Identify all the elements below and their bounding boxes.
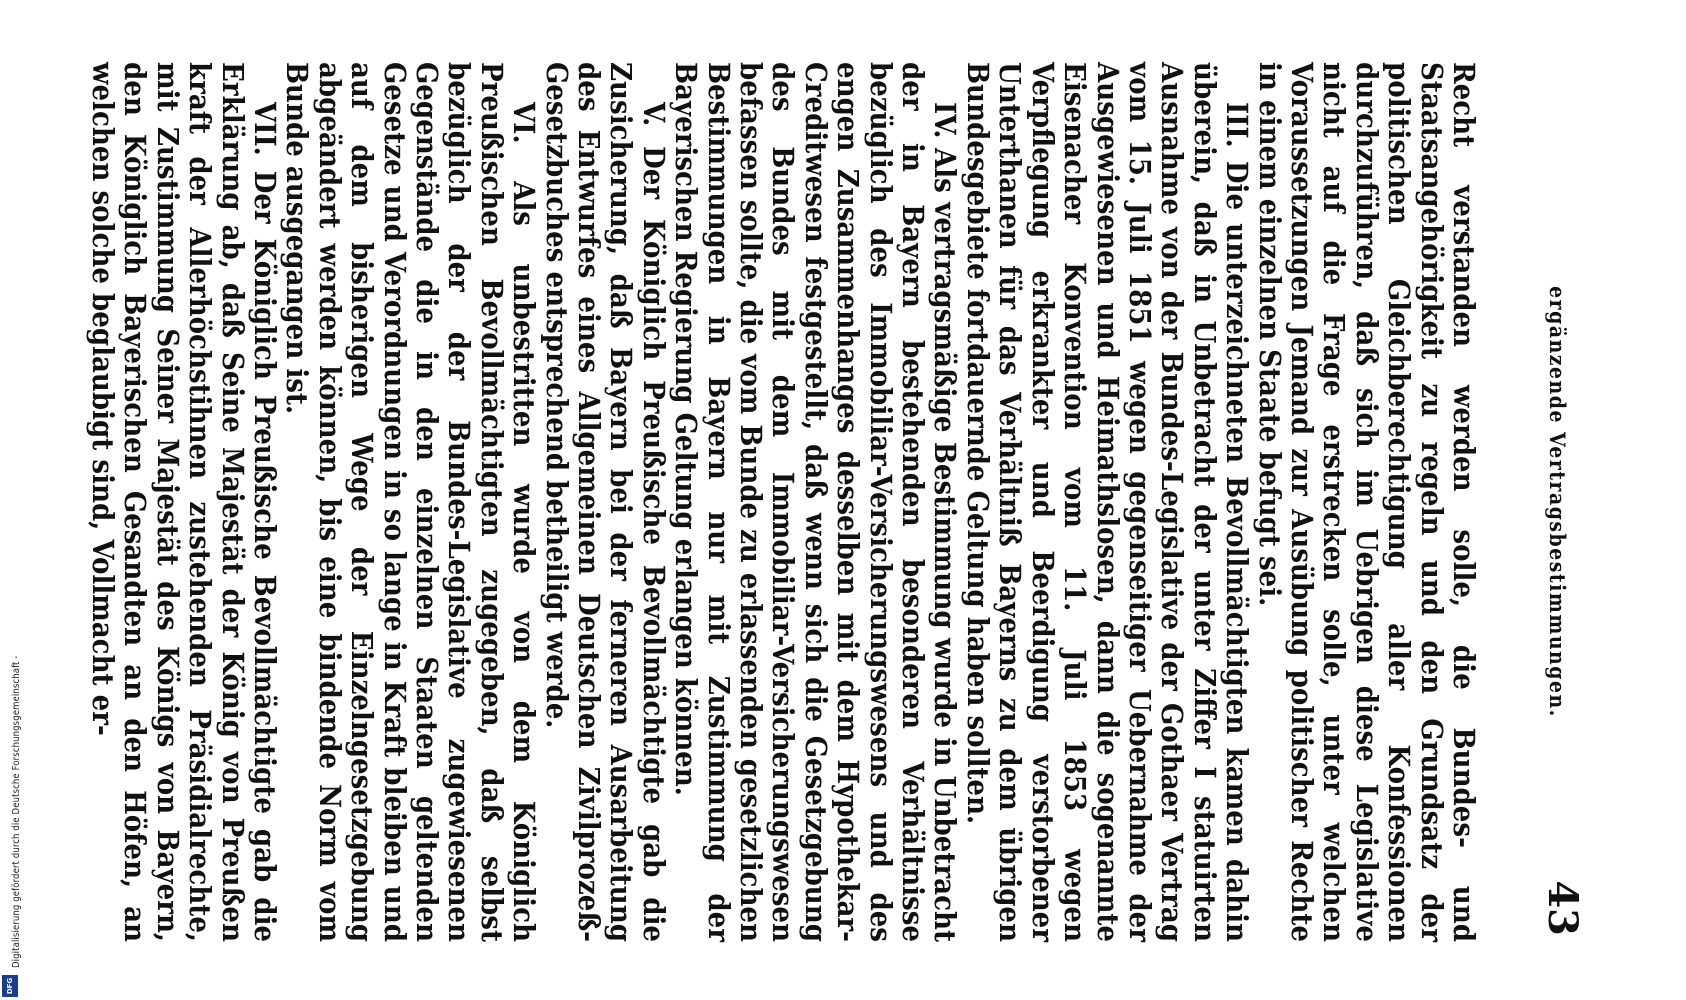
- dfg-logo: [2, 975, 18, 997]
- running-head: ergänzende Vertragsbestimmungen.: [1545, 286, 1570, 718]
- paragraph-iii: III. Die unterzeichneten Bevollmächtigten kamen dahin überein, daß in Unbetracht der unter Ziffer I statuirten Ausnahme von der Bundes-Legislative der Gothaer Vertrag vom 15. Juli 1851 wegen gegenseitiger Uebernahme der Ausgewiesenen und Heimathslosen, dann die sogenannte Eisenacher Konvention vom 11. Juli 1853 wegen Verpflegung erkrankter und Beerdigung verstorbener Unterthanen für das Verhältniß Bayerns zu dem übrigen Bundesgebiete fortdauernde Geltung haben sollten.: [960, 62, 1255, 942]
- paragraph-vii: VII. Der Königlich Preußische Bevollmächtigte gab die Erklärung ab, daß Seine Majestät der König von Preußen kraft der Allerhöchstihnen zustehenden Präsidialrechte, mit Zustimmung Seiner Majestät des Königs von Bayern, den Königlich Bayerischen Gesandten an den Höfen, an welchen solche beglaubigt sind, Vollmacht er-: [85, 62, 282, 942]
- page-number: 43: [1539, 880, 1586, 936]
- page-header: [1510, 62, 1586, 942]
- paragraph-v: V. Der Königlich Preußische Bevollmächtigte gab die Zusicherung, daß Bayern bei der ferneren Ausarbeitung des Entwurfes eines Allgemeinen Deutschen Zivilprozeß-Gesetzbuches entsprechend betheiligt werde.: [539, 62, 671, 942]
- text-block: [87, 62, 1480, 942]
- paragraph-continuation: Recht verstanden werden solle, die Bundes- und Staatsangehörigkeit zu regeln und den Grundsatz der politischen Gleichberechtigung aller Konfessionen durchzuführen, daß sich im Uebrigen diese Legislative nicht auf die Frage erstrecken solle, unter welchen Voraussetzungen Jemand zur Ausübung politischer Rechte in einem einzelnen Staate befugt sei.: [1252, 62, 1481, 942]
- paragraph-iv: IV. Als vertragsmäßige Bestimmung wurde in Unbetracht der in Bayern bestehenden besonderen Verhältnisse bezüglich des Immobiliar-Versicherungswesens und des engen Zusammenhanges desselben mit dem Hypothekar-Creditwesen festgestellt, daß wenn sich die Gesetzgebung des Bundes mit dem Immobiliar-Versicherungswesen befassen sollte, die vom Bunde zu erlassenden gesetzlichen Bestimmungen in Bayern nur mit Zustimmung der Bayerischen Regierung Geltung erlangen können.: [669, 62, 963, 942]
- stamp-text: Digitalisierung gefördert durch die Deutsche Forschungsgemeinschaft -: [11, 655, 22, 968]
- scanned-page: [85, 62, 1598, 942]
- dfg-logo-text: DFG: [6, 977, 15, 995]
- paragraph-vi: VI. Als unbestritten wurde von dem Königlich Preußischen Bevollmächtigten zugegeben, daß selbst bezüglich der der Bundes-Legislative zugewiesenen Gegenstände die in den einzelnen Staaten geltenden Gesetze und Verordnungen in so lange in Kraft bleiben und auf dem bisherigen Wege der Einzelngesetzgebung abgeändert werden können, bis eine bindende Norm vom Bunde ausgegangen ist.: [280, 62, 542, 942]
- digitization-stamp: [0, 600, 22, 1000]
